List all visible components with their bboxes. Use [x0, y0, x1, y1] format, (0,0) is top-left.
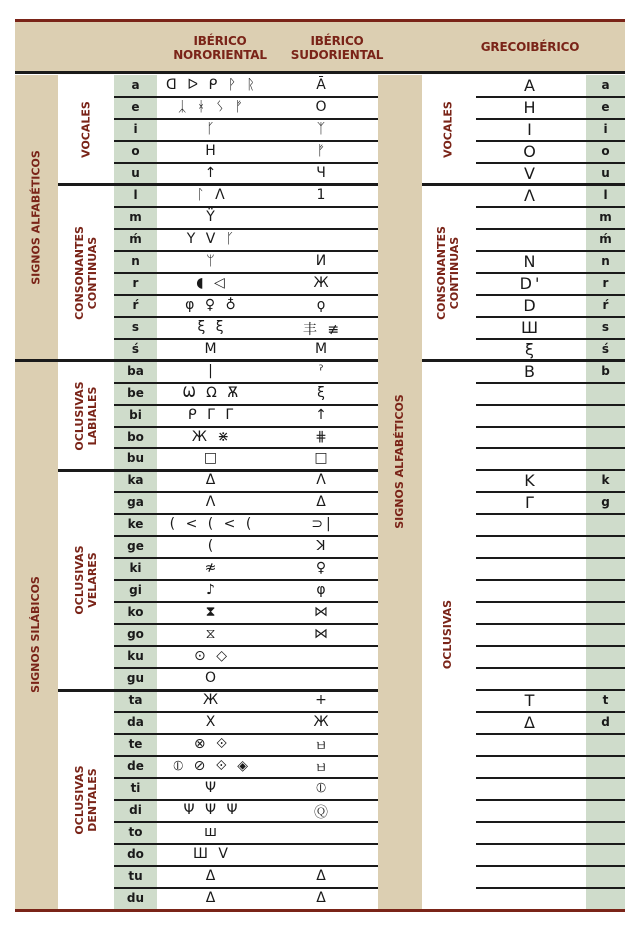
latin-value: ka [127, 473, 144, 488]
latin-value-greco: n [601, 253, 610, 268]
row-divider-right [476, 426, 625, 428]
glyph-sudoriental: Λ [316, 472, 329, 489]
glyph-sudoriental: Ⓠ [314, 805, 331, 821]
glyph-sudoriental: И [315, 252, 330, 269]
latin-value: te [128, 737, 143, 752]
row-divider-left [114, 733, 378, 735]
glyph-sudoriental: + [315, 692, 330, 709]
glyph-sudoriental: ᚠ [316, 142, 329, 159]
glyph-sudoriental: Δ [316, 494, 329, 511]
glyph-sudoriental: Ᾱ [316, 77, 329, 93]
group-label-line: VOCALES [79, 101, 93, 158]
latin-value: ge [127, 539, 144, 554]
row-divider-right [476, 118, 625, 120]
glyph-nororiental: □ [203, 450, 221, 467]
latin-value-greco: m [599, 209, 612, 224]
latin-value: o [131, 143, 140, 158]
row-divider-left [114, 118, 378, 120]
row-divider-left [114, 821, 378, 823]
row-divider-left [114, 382, 378, 384]
group-label-line: CONSONANTES [434, 225, 448, 320]
row-divider-right [476, 491, 625, 493]
row-divider-right [476, 777, 625, 779]
row-divider-left [114, 228, 378, 230]
row-divider-left [114, 491, 378, 493]
group-label-right [442, 360, 455, 909]
glyph-grecoiberico: O [523, 141, 539, 161]
latin-value: gi [129, 583, 142, 598]
latin-value-greco: u [601, 165, 610, 180]
row-divider-left [114, 447, 378, 449]
glyph-sudoriental: M [314, 340, 331, 357]
row-divider-left [114, 865, 378, 867]
row-divider-right [476, 469, 625, 471]
latin-value: ḿ [129, 231, 142, 246]
glyph-grecoiberico: ξ [525, 339, 537, 359]
glyph-nororiental: O [204, 670, 220, 687]
latin-value: n [131, 253, 140, 268]
glyph-sudoriental: ꓘ [316, 538, 329, 555]
glyph-nororiental: Ϋ [206, 208, 218, 225]
latin-value: bo [127, 429, 144, 444]
latin-value: ko [127, 605, 144, 620]
latin-value-greco: ḿ [599, 231, 612, 246]
glyph-grecoiberico: Λ [524, 185, 538, 205]
row-divider-left [114, 338, 378, 340]
glyph-sudoriental: ᛉ [316, 120, 329, 137]
glyph-grecoiberico: Γ [525, 493, 537, 513]
latin-value: u [131, 165, 140, 180]
row-divider-right [476, 689, 625, 691]
group-label-right [441, 75, 454, 185]
header-nororiental-line2: NORORIENTAL [173, 48, 267, 62]
latin-value: do [127, 846, 144, 861]
glyph-grecoiberico: Ш [520, 317, 542, 337]
group-label-right [435, 185, 461, 361]
latin-value: gu [126, 671, 145, 686]
glyph-nororiental: Ш V [193, 845, 231, 862]
latin-value-greco: g [601, 495, 610, 510]
row-divider-right [476, 513, 625, 515]
glyph-sudoriental: Ж [313, 714, 332, 731]
row-divider-left [114, 579, 378, 581]
group-label-line: CONTINUAS [86, 236, 99, 309]
glyph-sudoriental: Δ [316, 867, 329, 884]
latin-value-greco: t [602, 693, 609, 708]
latin-value: i [133, 121, 138, 136]
latin-value: di [129, 803, 142, 817]
glyph-sudoriental: ㅂ [314, 739, 331, 756]
glyph-nororiental: φ ♀ ♁ [185, 296, 239, 313]
row-divider-left [114, 206, 378, 208]
latin-value-greco: d [601, 715, 610, 730]
glyph-grecoiberico: H [523, 97, 539, 117]
bottom-rule [15, 909, 625, 912]
row-divider-left [114, 294, 378, 296]
row-divider-right [476, 272, 625, 274]
glyph-nororiental: ⊙ ◇ [194, 648, 230, 665]
row-divider-right [476, 865, 625, 867]
latin-value: go [127, 627, 144, 642]
glyph-nororiental: ᛘ [206, 252, 218, 269]
row-divider-right [476, 382, 625, 384]
glyph-sudoriental: ⦶ [315, 780, 330, 797]
row-divider-right [476, 447, 625, 449]
header-sudoriental-line1: IBÉRICO [310, 34, 364, 48]
glyph-nororiental: Δ [205, 867, 219, 884]
group-label-line: OCLUSIVAS [72, 380, 86, 451]
glyph-sudoriental: ⋈ [314, 626, 331, 643]
row-divider-right [476, 250, 625, 252]
latin-value: da [127, 715, 144, 730]
latin-value: ś [131, 341, 140, 356]
glyph-grecoiberico: A [524, 76, 538, 95]
row-divider-right [476, 711, 625, 713]
glyph-sudoriental: φ [316, 582, 329, 599]
row-divider-right [476, 404, 625, 406]
row-divider-left [114, 96, 378, 98]
row-divider-left [114, 887, 378, 889]
row-divider-left [114, 755, 378, 757]
latin-value-greco: b [601, 363, 610, 378]
glyph-nororiental: ≉ [204, 560, 220, 577]
glyph-nororiental: Ψ [204, 780, 220, 797]
row-divider-left [114, 557, 378, 559]
row-divider-right [476, 228, 625, 230]
glyph-grecoiberico: D [523, 295, 539, 315]
glyph-grecoiberico: T [524, 691, 538, 711]
row-divider-left [114, 426, 378, 428]
latin-value-greco: ŕ [602, 297, 609, 312]
group-label-line: OCLUSIVAS [73, 765, 86, 835]
glyph-grecoiberico: B [524, 361, 538, 381]
latin-value: r [132, 275, 139, 290]
glyph-sudoriental: Δ [316, 889, 329, 906]
latin-value-greco: a [601, 78, 610, 92]
row-divider-left [114, 711, 378, 713]
row-divider-right [476, 294, 625, 296]
glyph-grecoiberico: K [524, 471, 538, 491]
row-divider-right [476, 667, 625, 669]
glyph-sudoriental: 丰 ≢ [302, 321, 343, 338]
glyph-nororiental: ⧗ [205, 604, 219, 621]
glyph-sudoriental: ♀ [315, 560, 330, 577]
row-divider-right [476, 601, 625, 603]
glyph-grecoiberico: V [524, 163, 538, 183]
latin-value: ba [127, 363, 144, 378]
group-label-line: CONTINUAS [447, 236, 461, 309]
row-divider-right [476, 579, 625, 581]
glyph-nororiental: ᗡ ᐅ ᑭ ᚹ ᚱ [166, 77, 258, 93]
latin-value: a [131, 78, 140, 92]
glyph-nororiental: ᑭ Γ Γ [187, 406, 237, 423]
row-divider-left [114, 250, 378, 252]
latin-value: ke [127, 517, 144, 532]
latin-value: ga [127, 495, 144, 510]
row-divider-right [476, 162, 625, 164]
glyph-nororiental: Ψ Ψ Ψ [183, 802, 241, 818]
group-label-left [73, 361, 99, 471]
group-label-left [79, 75, 92, 185]
latin-value: s [131, 319, 140, 334]
glyph-grecoiberico: D' [519, 273, 543, 293]
row-divider-right [476, 623, 625, 625]
row-divider-right [476, 316, 625, 318]
glyph-grecoiberico: N [523, 251, 539, 271]
latin-value: to [128, 824, 143, 839]
latin-value-greco: ś [601, 341, 610, 356]
latin-value: du [126, 890, 145, 905]
glyph-sudoriental: ϙ [316, 296, 329, 313]
glyph-nororiental: ⧖ [205, 626, 219, 643]
category-label-alfabeticos-greco: SIGNOS ALFABÉTICOS [393, 394, 407, 529]
row-divider-right [476, 843, 625, 845]
latin-value-greco: s [601, 319, 610, 334]
glyph-nororiental: ⊗ ⟐ [193, 736, 231, 753]
glyph-nororiental: ξ ξ [197, 318, 227, 335]
row-divider-right [476, 799, 625, 801]
glyph-nororiental: Y V ᚴ [186, 230, 238, 247]
header-sudoriental-line2: SUDORIENTAL [290, 48, 384, 62]
row-divider-left [114, 645, 378, 647]
latin-value: m [129, 209, 142, 224]
glyph-nororiental: ◖ ◁ [196, 274, 228, 291]
latin-value: ki [129, 561, 142, 576]
glyph-nororiental: | [208, 362, 216, 379]
latin-value-greco: k [601, 473, 610, 488]
latin-value: be [127, 385, 144, 400]
glyph-nororiental: ⦶ ⊘ ⟐ ◈ [172, 758, 252, 775]
row-divider-left [114, 843, 378, 845]
glyph-nororiental: ᛚ Λ [196, 186, 228, 203]
glyph-nororiental: Ж ⋇ [191, 428, 233, 445]
group-label-line: DENTALES [86, 768, 99, 832]
glyph-nororiental: ᛣ ᚼ ᛊ ᚠ [178, 98, 246, 115]
header-nororiental [160, 34, 280, 62]
row-divider-right [476, 755, 625, 757]
row-divider-right [476, 140, 625, 142]
glyph-sudoriental: ⊃| [311, 516, 334, 533]
latin-value-greco: l [603, 187, 608, 202]
latin-value: ku [127, 649, 144, 664]
latin-value-greco: o [601, 143, 610, 158]
row-divider-right [476, 557, 625, 559]
category-label-silabicos: SIGNOS SILÁBICOS [29, 576, 43, 694]
row-divider-left [114, 799, 378, 801]
row-divider-left [114, 404, 378, 406]
row-divider-left [114, 667, 378, 669]
glyph-nororiental: M [204, 340, 220, 357]
latin-value: tu [128, 868, 143, 883]
glyph-nororiental: Ѡ Ω Ѫ [182, 384, 242, 401]
row-divider-right [476, 535, 625, 537]
latin-value-greco: i [603, 121, 608, 136]
header-nororiental-line1: IBÉRICO [193, 34, 247, 48]
latin-value: ta [128, 693, 143, 708]
row-divider-right [476, 821, 625, 823]
latin-value-greco: e [601, 99, 610, 114]
glyph-nororiental: H [205, 142, 219, 159]
glyph-sudoriental: Ж [313, 274, 332, 291]
glyph-nororiental: ↑ [204, 164, 220, 181]
row-divider-left [114, 535, 378, 537]
glyph-nororiental: ♪ [206, 582, 218, 599]
category-label-alfabeticos: SIGNOS ALFABÉTICOS [29, 150, 43, 285]
latin-value: e [131, 99, 140, 114]
latin-value: de [127, 759, 144, 774]
group-label-left [73, 470, 99, 690]
row-divider-right [476, 733, 625, 735]
glyph-nororiental: ᚴ [206, 120, 218, 137]
group-label-line: OCLUSIVAS [441, 600, 455, 670]
group-label-line: OCLUSIVAS [73, 545, 86, 615]
glyph-nororiental: Δ [205, 472, 219, 489]
row-divider-right [476, 96, 625, 98]
table-header [15, 22, 625, 74]
group-label-left [73, 690, 99, 910]
latin-value: l [133, 187, 138, 202]
header-sudoriental [277, 34, 397, 62]
latin-value: ti [130, 781, 141, 796]
glyph-sudoriental: ⋈ [314, 604, 331, 621]
group-label-line: VELARES [86, 552, 99, 609]
row-divider-right [476, 645, 625, 647]
glyph-nororiental: ш [204, 823, 220, 840]
row-divider-left [114, 140, 378, 142]
glyph-nororiental: ( [207, 538, 217, 555]
latin-value: ŕ [132, 297, 139, 312]
glyph-sudoriental: ξ [317, 384, 328, 401]
glyph-grecoiberico: Δ [524, 713, 538, 733]
group-label-left [73, 185, 99, 361]
group-label-line: VOCALES [441, 101, 455, 158]
glyph-nororiental: ( < ( < ( [169, 516, 255, 533]
group-label-line: CONSONANTES [73, 225, 86, 320]
row-divider-left [114, 162, 378, 164]
glyph-sudoriental: ㅂ [314, 761, 331, 778]
row-divider-right [476, 206, 625, 208]
glyph-nororiental: Δ [205, 889, 219, 906]
glyph-sudoriental: ⋕ [315, 428, 330, 445]
glyph-sudoriental: 1 [316, 186, 329, 203]
glyph-nororiental: Λ [205, 494, 219, 511]
glyph-nororiental: X [205, 714, 219, 731]
row-divider-left [114, 272, 378, 274]
group-label-line: LABIALES [85, 386, 99, 446]
latin-value: bi [129, 407, 142, 422]
row-divider-right [476, 338, 625, 340]
glyph-sudoriental: Ч [316, 164, 329, 181]
glyph-nororiental: Ж [202, 692, 222, 709]
row-divider-left [114, 601, 378, 603]
glyph-sudoriental: □ [314, 450, 331, 467]
glyph-sudoriental: ˀ [318, 362, 327, 379]
row-divider-right [476, 887, 625, 889]
glyph-grecoiberico: I [527, 119, 535, 139]
header-grecoiberico: GRECOIBÉRICO [480, 40, 580, 54]
row-divider-left [114, 316, 378, 318]
row-divider-left [114, 777, 378, 779]
row-divider-left [114, 513, 378, 515]
latin-value: bu [126, 451, 145, 466]
glyph-sudoriental: ↑ [315, 406, 330, 423]
glyph-sudoriental: O [315, 98, 330, 115]
latin-value-greco: r [602, 275, 609, 290]
row-divider-left [114, 623, 378, 625]
